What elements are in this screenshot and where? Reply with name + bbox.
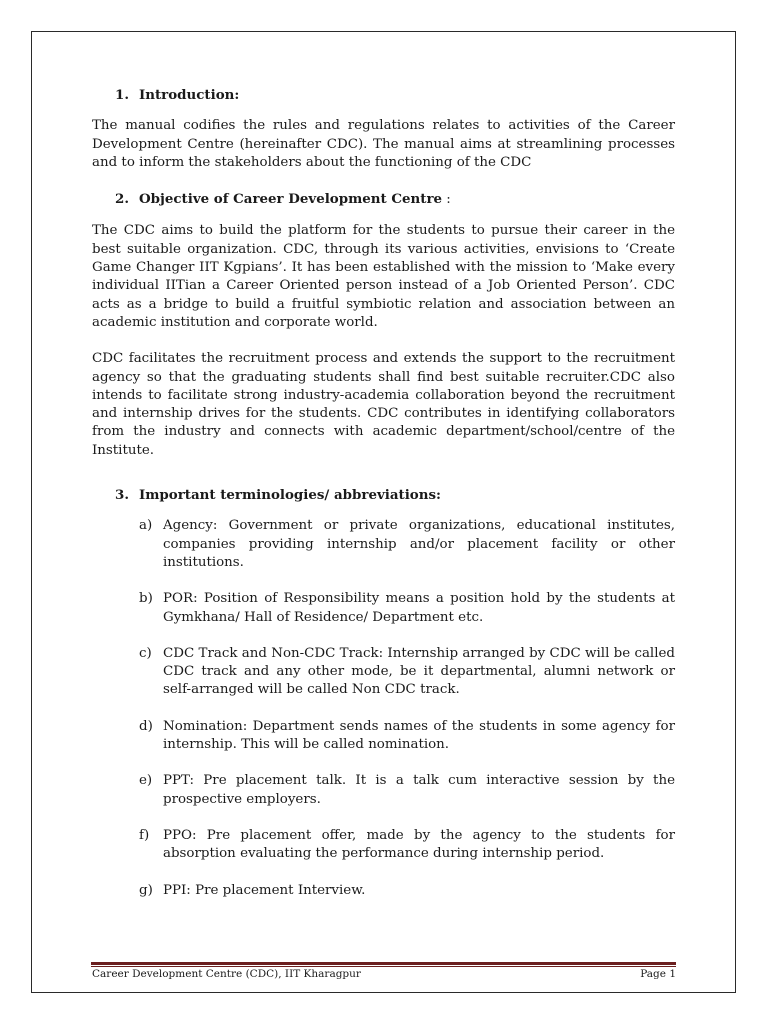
list-item-text: PPO: Pre placement offer, made by the agency to the students for absorption evaluating the performance during internship period.: [163, 827, 675, 862]
introduction-paragraph: The manual codifies the rules and regulations relates to activities of the Career Development Centre (hereinafter CDC). The manual aims at streamlining processes and to inform the stakeholders about the functioning of the CDC: [92, 118, 675, 170]
list-item: [92, 517, 675, 572]
section-title: Important terminologies/ abbreviations:: [139, 487, 441, 504]
list-item: [92, 590, 675, 627]
list-item: [92, 772, 675, 809]
footer-divider: [91, 962, 676, 965]
list-item: [92, 645, 675, 700]
footer-divider-thin: [91, 966, 676, 967]
list-item: [92, 882, 675, 900]
footer-organization: Career Development Centre (CDC), IIT Kharagpur: [92, 968, 361, 980]
document-body: [92, 86, 675, 918]
terminology-list: [92, 517, 675, 899]
list-marker: e): [139, 773, 153, 789]
list-marker: d): [139, 718, 153, 734]
page-number: Page 1: [640, 968, 676, 980]
section-number: 1.: [115, 87, 129, 103]
list-item-text: POR: Position of Responsibility means a position hold by the students at Gymkhana/ Hall of Residence/ Department etc.: [163, 591, 675, 625]
section-title: Introduction:: [139, 87, 240, 103]
list-marker: f): [139, 827, 150, 843]
list-item: [92, 718, 675, 755]
list-marker: b): [139, 591, 153, 607]
list-marker: a): [139, 518, 153, 534]
list-marker: g): [139, 882, 153, 898]
list-item-text: Agency: Government or private organizations, educational institutes, companies providing internship and/or placement facility or other institutions.: [163, 518, 675, 570]
list-marker: c): [139, 645, 152, 661]
section-number: 2.: [115, 191, 129, 208]
objective-paragraph-1: The CDC aims to build the platform for the students to pursue their career in the best suitable organization. CDC, through its various activities, envisions to ‘Create Game Changer IIT Kgpians’. It has been established with the mission to ‘Make every individual IITian a Career Oriented person instead of a Job Oriented Person’. CDC acts as a bridge to build a fruitful symbiotic relation and association between an academic institution and corporate world.: [92, 223, 675, 330]
list-item-text: PPI: Pre placement Interview.: [163, 882, 366, 898]
section-heading-objective: [92, 190, 675, 209]
list-item-text: CDC Track and Non-CDC Track: Internship arranged by CDC will be called CDC track and any other mode, be it departmental, alumni network or self-arranged will be called Non CDC track.: [163, 645, 675, 698]
list-item-text: PPT: Pre placement talk. It is a talk cum interactive session by the prospective employers.: [163, 773, 675, 807]
list-item-text: Nomination: Department sends names of the students in some agency for internship. This will be called nomination.: [163, 718, 675, 753]
section-heading-terminologies: [92, 486, 675, 504]
list-item: [92, 827, 675, 864]
section-title-suffix: :: [442, 192, 451, 208]
section-number: 3.: [115, 487, 129, 504]
section-title: Objective of Career Development Centre: [139, 191, 443, 208]
section-heading-introduction: [92, 86, 675, 104]
objective-paragraph-2: CDC facilitates the recruitment process and extends the support to the recruitment agency so that the graduating students shall find best suitable recruiter.CDC also intends to facilitate strong industry-academia collaboration beyond the recruitment and internship drives for the students. CDC contributes in identifying collaborators from the industry and connects with academic department/school/centre of the Institute.: [92, 351, 675, 458]
page-footer: [92, 968, 676, 980]
